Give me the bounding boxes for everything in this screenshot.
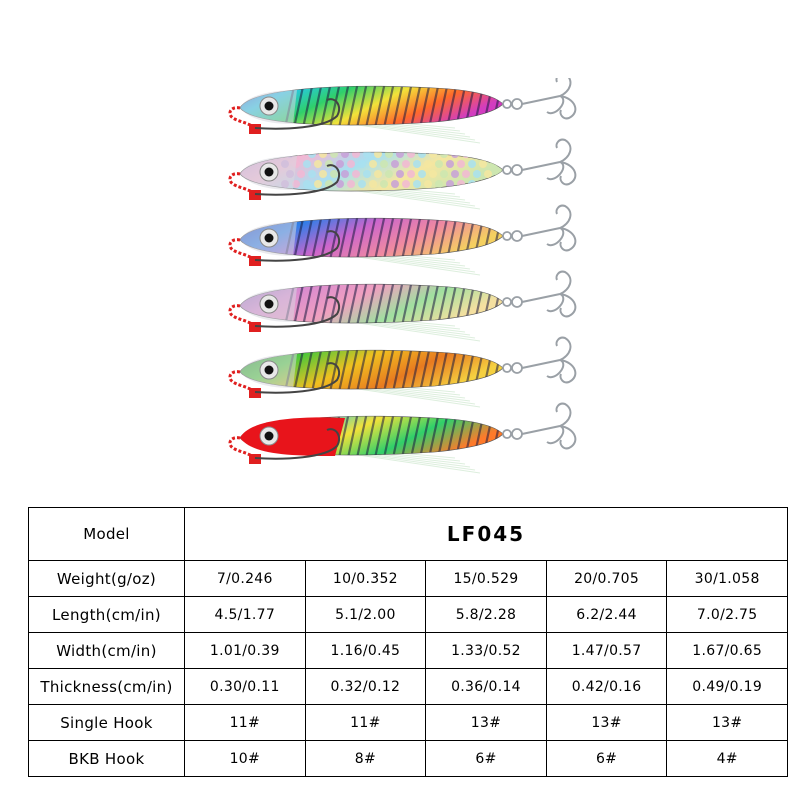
spec-cell: 6# <box>426 741 547 777</box>
pupil-icon <box>265 102 274 111</box>
lure-1 <box>230 78 575 143</box>
spec-cell: 13# <box>667 705 788 741</box>
spec-cell: 1.16/0.45 <box>305 633 426 669</box>
pupil-icon <box>265 234 274 243</box>
treble-hook-icon <box>503 404 575 449</box>
treble-hook-icon <box>503 338 575 383</box>
spec-cell: 0.36/0.14 <box>426 669 547 705</box>
spec-row <box>29 669 788 705</box>
lure-3 <box>230 206 575 275</box>
spec-cell: 8# <box>305 741 426 777</box>
treble-hook-icon <box>503 272 575 317</box>
pupil-icon <box>265 168 274 177</box>
lure-6 <box>230 404 575 473</box>
spec-row-label: BKB Hook <box>29 741 185 777</box>
treble-hook-icon <box>503 206 575 251</box>
spec-cell: 7/0.246 <box>185 561 306 597</box>
spec-cell: 0.42/0.16 <box>546 669 667 705</box>
spec-row <box>29 741 788 777</box>
pupil-icon <box>265 366 274 375</box>
spec-cell: 13# <box>546 705 667 741</box>
spec-cell: 0.32/0.12 <box>305 669 426 705</box>
spec-cell: 1.01/0.39 <box>185 633 306 669</box>
lure-product-image <box>225 78 585 498</box>
spec-cell: 0.49/0.19 <box>667 669 788 705</box>
spec-cell: 20/0.705 <box>546 561 667 597</box>
model-label: Model <box>29 508 185 561</box>
spec-cell: 30/1.058 <box>667 561 788 597</box>
spec-row-label: Weight(g/oz) <box>29 561 185 597</box>
spec-row <box>29 597 788 633</box>
spec-cell: 1.47/0.57 <box>546 633 667 669</box>
lure-5 <box>230 338 575 407</box>
spec-table <box>28 507 788 777</box>
spec-row <box>29 633 788 669</box>
spec-row-label: Width(cm/in) <box>29 633 185 669</box>
spec-row <box>29 705 788 741</box>
model-value: LF045 <box>185 508 788 561</box>
spec-cell: 11# <box>305 705 426 741</box>
pupil-icon <box>265 432 274 441</box>
spec-cell: 6.2/2.44 <box>546 597 667 633</box>
spec-cell: 15/0.529 <box>426 561 547 597</box>
lure-4 <box>230 272 575 341</box>
spec-row-label: Single Hook <box>29 705 185 741</box>
spec-cell: 0.30/0.11 <box>185 669 306 705</box>
spec-cell: 7.0/2.75 <box>667 597 788 633</box>
spec-cell: 5.1/2.00 <box>305 597 426 633</box>
spec-cell: 13# <box>426 705 547 741</box>
spec-cell: 10/0.352 <box>305 561 426 597</box>
spec-row-label: Length(cm/in) <box>29 597 185 633</box>
spec-row-label: Thickness(cm/in) <box>29 669 185 705</box>
spec-cell: 4.5/1.77 <box>185 597 306 633</box>
spec-cell: 4# <box>667 741 788 777</box>
spec-cell: 6# <box>546 741 667 777</box>
spec-cell: 10# <box>185 741 306 777</box>
spec-row <box>29 561 788 597</box>
lure-2 <box>230 140 575 209</box>
treble-hook-icon <box>503 140 575 185</box>
pupil-icon <box>265 300 274 309</box>
spec-cell: 11# <box>185 705 306 741</box>
model-row <box>29 508 788 561</box>
spec-cell: 5.8/2.28 <box>426 597 547 633</box>
spec-cell: 1.33/0.52 <box>426 633 547 669</box>
treble-hook-icon <box>503 78 575 118</box>
spec-cell: 1.67/0.65 <box>667 633 788 669</box>
